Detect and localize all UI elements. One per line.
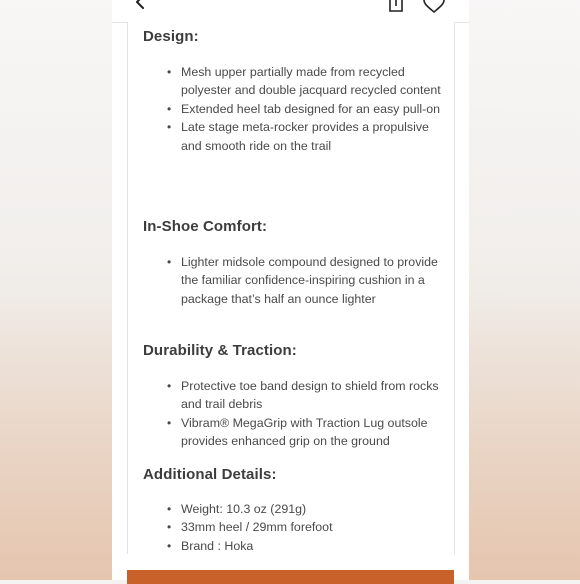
bullet-list <box>143 377 443 451</box>
bottom-action-bar <box>112 554 469 580</box>
bullet-icon: • <box>167 502 172 516</box>
buy-button[interactable] <box>127 570 454 584</box>
list-item: • Vibram® MegaGrip with Traction Lug outsole provides enhanced grip on the ground <box>167 415 428 449</box>
phone-screen <box>112 0 469 580</box>
list-item: • Extended heel tab designed for an easy pull-on <box>143 100 443 118</box>
list-item: • 33mm heel / 29mm forefoot <box>143 518 443 536</box>
background-right <box>468 0 580 580</box>
list-item: • Mesh upper partially made from recycled polyester and double jacquard recycled content <box>167 65 441 98</box>
bullet-icon: • <box>167 65 172 79</box>
section-title: Durability & Traction: <box>143 342 297 359</box>
list-item: • Brand : Hoka <box>143 537 443 555</box>
list-item: • Lighter midsole compound designed to provide the familiar confidence-inspiring cushion in a package that’s half an ounce lighter <box>167 255 438 306</box>
section-title: In-Shoe Comfort: <box>143 218 268 235</box>
bullet-icon: • <box>167 538 172 553</box>
bullet-list <box>143 253 443 308</box>
bullet-icon: • <box>167 120 172 135</box>
top-navigation-bar <box>112 0 469 23</box>
heart-icon[interactable] <box>422 0 446 14</box>
bullet-icon: • <box>167 415 172 430</box>
description-sections <box>143 28 443 574</box>
section-title: Additional Details: <box>143 466 277 483</box>
bullet-icon: • <box>167 101 172 116</box>
bullet-icon: • <box>167 520 172 535</box>
background-left <box>0 0 112 580</box>
section-title: Design: <box>143 28 199 45</box>
share-icon[interactable] <box>388 0 404 12</box>
list-item: • Weight: 10.3 oz (291g) <box>143 500 443 518</box>
bullet-icon: • <box>167 255 172 269</box>
bullet-icon: • <box>167 379 172 393</box>
bullet-list <box>143 63 443 155</box>
product-description-panel <box>127 22 455 554</box>
section-design <box>143 28 443 218</box>
list-item: • Protective toe band design to shield from rocks and trail debris <box>167 379 439 412</box>
chevron-left-icon[interactable] <box>134 0 148 10</box>
section-durability-traction <box>143 342 443 466</box>
list-item: • Late stage meta-rocker provides a propulsive and smooth ride on the trail <box>167 120 429 153</box>
section-in-shoe-comfort <box>143 218 443 342</box>
